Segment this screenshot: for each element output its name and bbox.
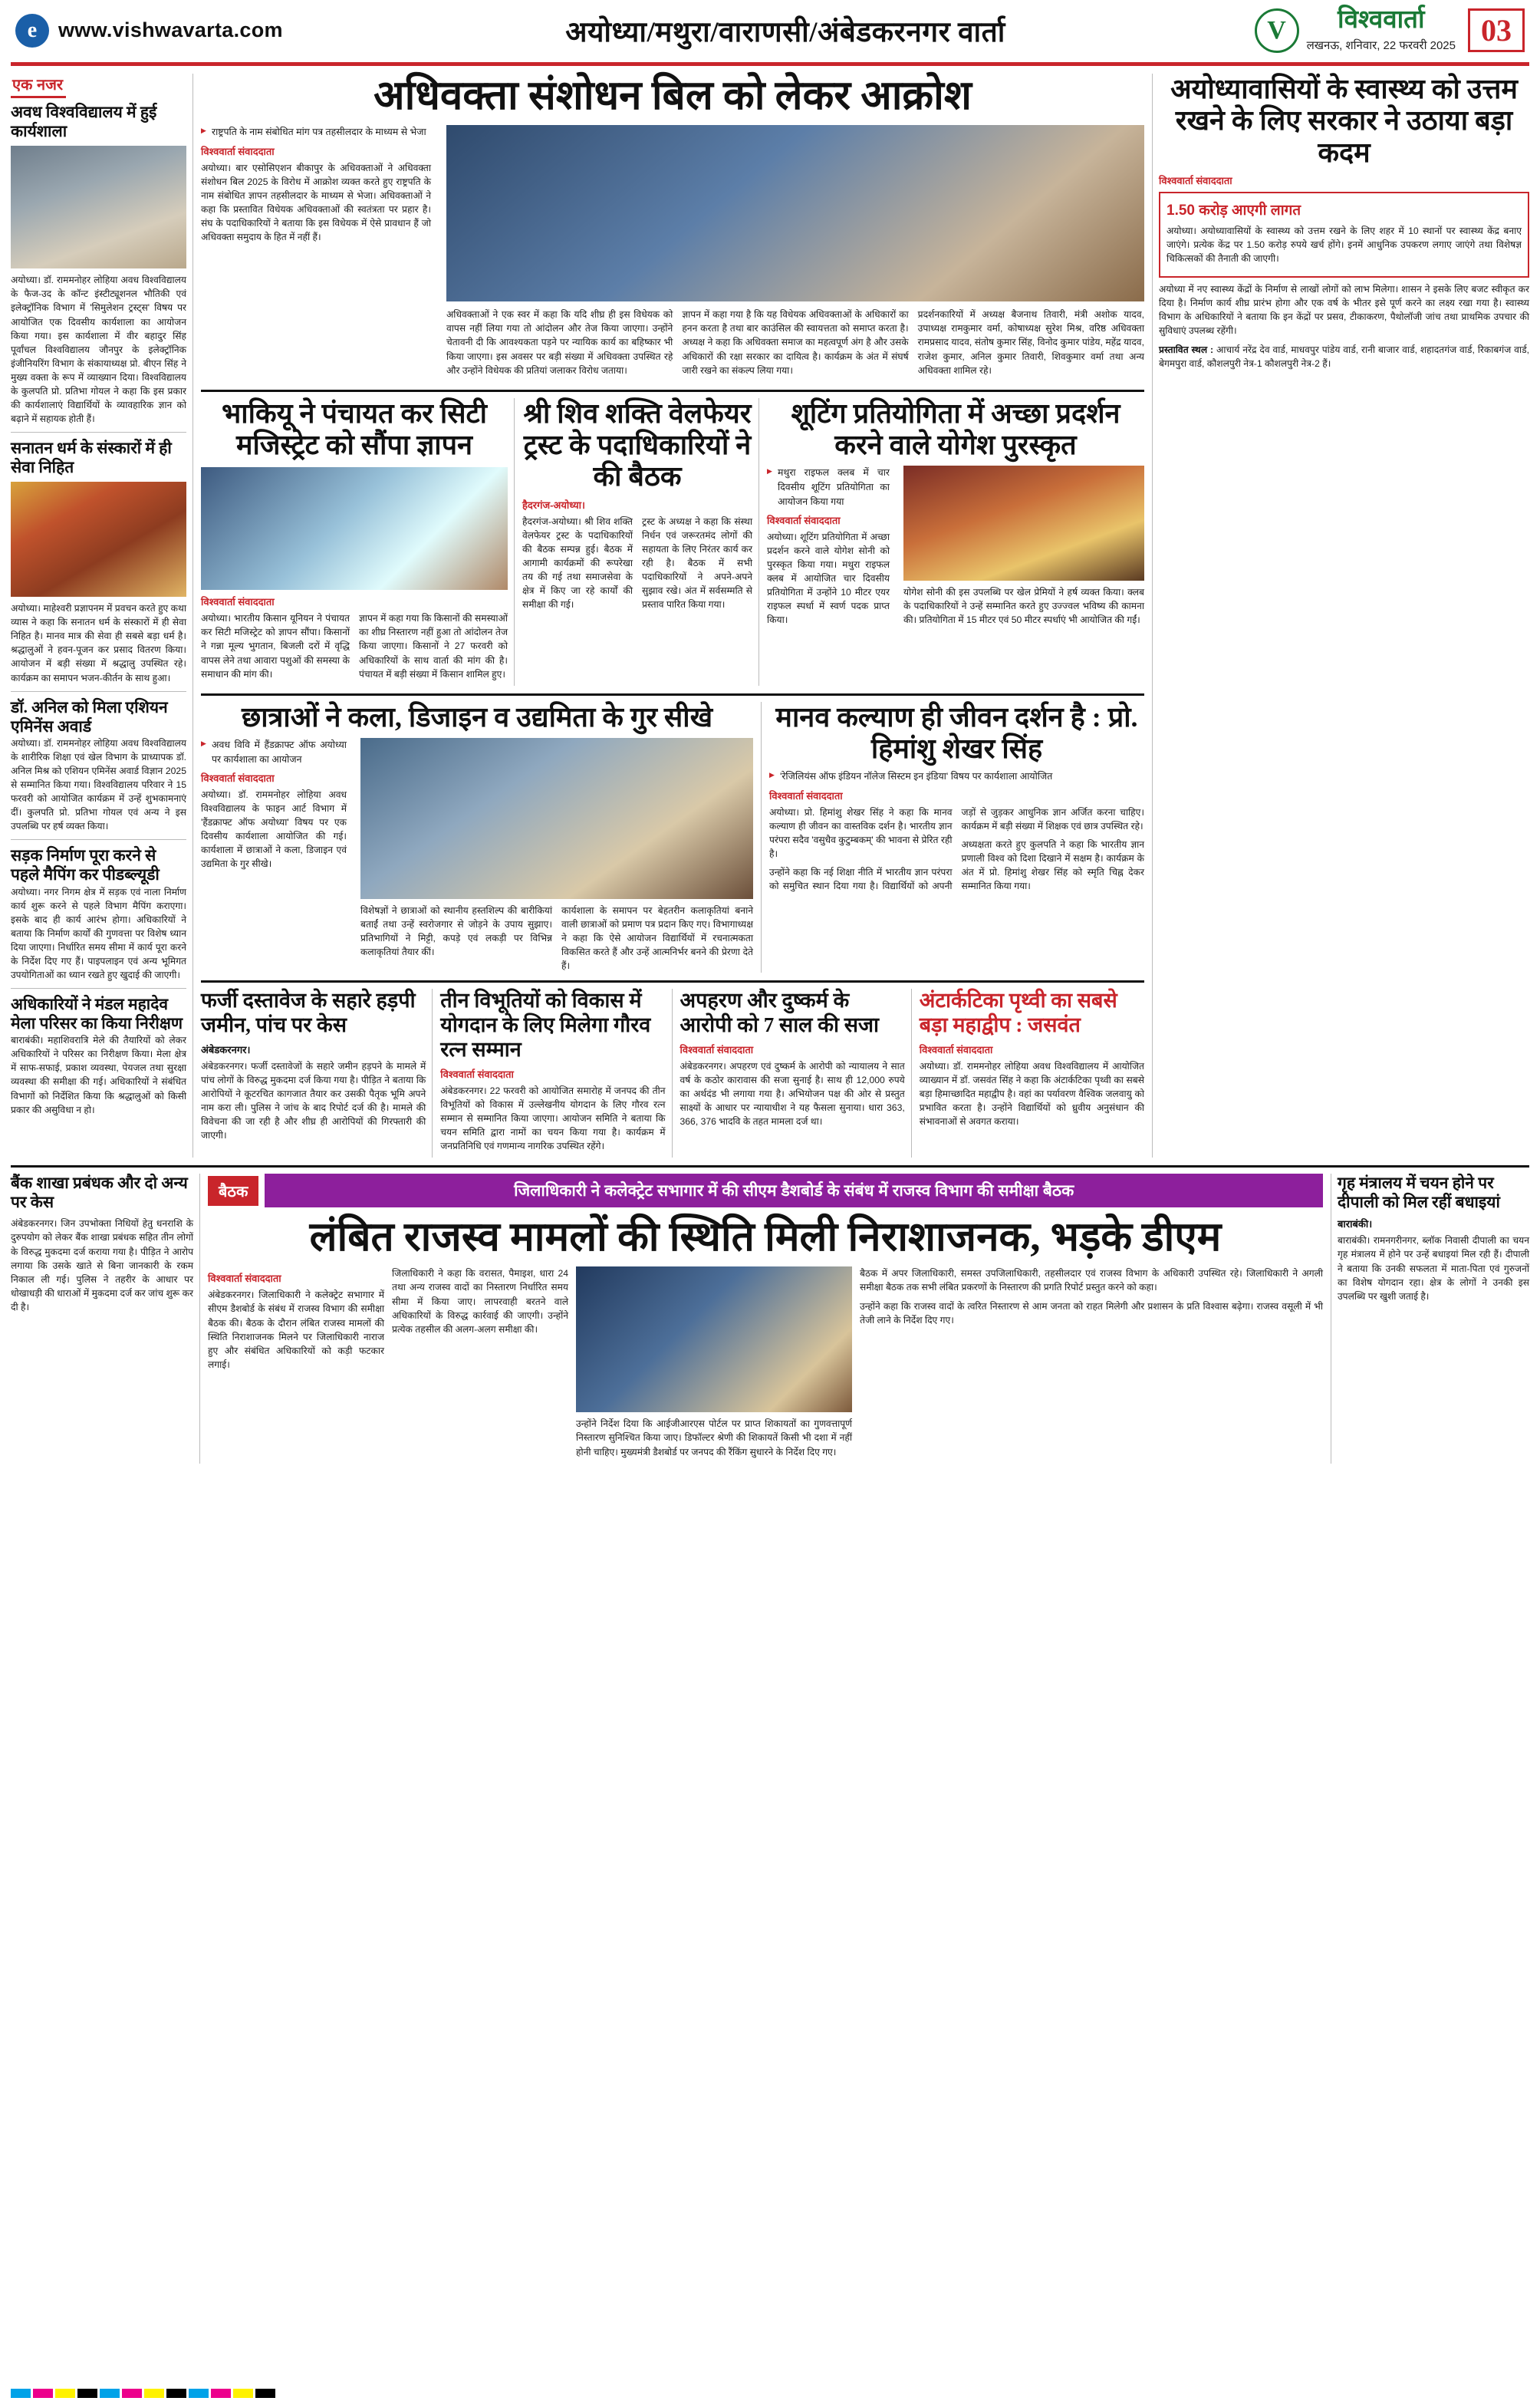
article-mela — [11, 995, 186, 1117]
lead-bullet: ▶ राष्ट्रपति के नाम संबोधित मांग पत्र तहसीलदार के माध्यम से भेजा — [201, 125, 431, 140]
story-bullet: ▶ 'रेजिलियंस ऑफ इंडियन नॉलेज सिस्टम इन इंडिया' विषय पर कार्यशाला आयोजित — [769, 769, 1144, 784]
page-number: 03 — [1468, 8, 1525, 52]
article-text: बाराबंकी। महाशिवरात्रि मेले की तैयारियों को लेकर अधिकारियों ने परिसर का निरीक्षण किया। मेला क्षेत्र में साफ-सफाई, प्रकाश व्यवस्था, पेयजल तथा सुरक्षा व्यवस्था की समीक्षा की गई। अधिकारियों ने संबंधित विभागों को निर्देशित किया कि श्रद्धालुओं को किसी प्रकार की असुविधा न हो। — [11, 1035, 186, 1115]
story-text-3: कार्यशाला के समापन पर बेहतरीन कलाकृतियां बनाने वाली छात्राओं को प्रमाण पत्र प्रदान किए गए। विभागाध्यक्ष ने कहा कि ऐसे आयोजन विद्यार्थियों में रचनात्मकता विकसित करते हैं और उन्हें आत्मनिर्भर बनने की प्रेरणा देते हैं। — [561, 905, 753, 972]
byline: विश्ववार्ता संवाददाता — [201, 596, 275, 608]
masthead-left — [15, 14, 376, 48]
brief-text: अंबेडकरनगर। जिन उपभोक्ता निधियों हेतु धनराशि के दुरुपयोग को लेकर बैंक शाखा प्रबंधक सहित तीन लोगों के विरुद्ध मुकदमा दर्ज कराया गया है। पीड़ित ने आरोप लगाया कि उसके खाते से बिना जानकारी के रकम निकाल ली गई। पुलिस ने तहरीर के आधार पर धोखाधड़ी की धाराओं में मुकदमा दर्ज कर जांच शुरू कर दी है। — [11, 1218, 193, 1312]
headline: सड़क निर्माण पूरा करने से पहले मैपिंग कर पीडब्ल्यूडी — [11, 846, 160, 884]
lead-text-1: अयोध्या। बार एसोसिएशन बीकापुर के अधिवक्ताओं ने अधिवक्ता संशोधन बिल 2025 के विरोध में आक्रोश व्यक्त करते हुए राष्ट्रपति के नाम संबोधित ज्ञापन तहसीलदार के माध्यम से भेजा। अधिवक्ताओं ने कहा कि प्रस्तावित विधेयक अधिवक्ताओं की स्वतंत्रता पर प्रहार है। संघ के पदाधिकारियों ने बताया कि इस विधेयक में ऐसे प्रावधान हैं जो अधिवक्ता समुदाय के हित में नहीं हैं। — [201, 162, 431, 243]
left-column-kicker: एक नजर — [11, 74, 66, 98]
byline: हैदरगंज-अयोध्या। — [522, 499, 585, 511]
right-lead-headline: अयोध्यावासियों के स्वास्थ्य को उत्तम रखने के लिए सरकार ने उठाया बड़ा कदम — [1170, 74, 1518, 168]
story-text-2: उन्होंने कहा कि नई शिक्षा नीति में भारतीय ज्ञान परंपरा को समुचित स्थान दिया गया है। विद्यार्थियों को अपनी जड़ों से जुड़कर आधुनिक ज्ञान अर्जित करना चाहिए। कार्यक्रम में बड़ी संख्या में शिक्षक एवं छात्र उपस्थित रहे। — [769, 807, 1144, 892]
headline: अपहरण और दुष्कर्म के आरोपी को 7 साल की सजा — [680, 989, 879, 1037]
bottom-text-3: उन्होंने निर्देश दिया कि आईजीआरएस पोर्टल पर प्राप्त शिकायतों का गुणवत्तापूर्ण निस्तारण सुनिश्चित किया जाए। डिफॉल्टर श्रेणी की शिकायतें किसी भी दशा में नहीं होनी चाहिए। मुख्यमंत्री डैशबोर्ड पर जनपद की रैंकिंग सुधारने के निर्देश दिए गए। — [576, 1418, 852, 1457]
brief-text: अयोध्या। डॉ. राममनोहर लोहिया अवध विश्वविद्यालय में आयोजित व्याख्यान में डॉ. जसवंत सिंह ने कहा कि अंटार्कटिका पृथ्वी का सबसे बड़ा हिमाच्छादित महाद्वीप है। वहां का पर्यावरण वैश्विक जलवायु को प्रभावित करता है। उन्होंने विद्यार्थियों को ध्रुवीय अनुसंधान की संभावनाओं से अवगत कराया। — [919, 1060, 1144, 1128]
byline: विश्ववार्ता संवाददाता — [769, 790, 843, 802]
dm-meeting-photo — [576, 1266, 852, 1412]
story-text-1: हैदरगंज-अयोध्या। श्री शिव शक्ति वेलफेयर ट्रस्ट के पदाधिकारियों की बैठक सम्पन्न हुई। बैठक में आगामी कार्यक्रमों की रूपरेखा तय की गई तथा समाजसेवा के क्षेत्र में किए जा रहे कार्यों की समीक्षा की गई। — [522, 515, 633, 611]
brand — [1255, 8, 1456, 53]
byline: विश्ववार्ता संवाददाता — [680, 1043, 754, 1056]
brand-name: विश्ववार्ता — [1338, 6, 1425, 34]
bottom-section — [11, 1165, 1529, 1464]
bottom-headline: लंबित राजस्व मामलों की स्थिति मिली निराशाजनक, भड़के डीएम — [309, 1215, 1222, 1260]
bottom-text-5: उन्होंने कहा कि राजस्व वादों के त्वरित निस्तारण से आम जनता को राहत मिलेगी और प्रशासन के प्रति विश्वास बढ़ेगा। राजस्व वसूली में भी तेजी लाने के निर्देश दिए गए। — [860, 1300, 1323, 1326]
headline: तीन विभूतियों को विकास में योगदान के लिए मिलेगा गौरव रत्न सम्मान — [440, 989, 651, 1061]
brief-text: अंबेडकरनगर। अपहरण एवं दुष्कर्म के आरोपी को न्यायालय ने सात वर्ष के कठोर कारावास की सजा सुनाई है। साथ ही 12,000 रुपये का अर्थदंड भी लगाया गया है। अभियोजन पक्ष की ओर से प्रस्तुत साक्ष्यों के आधार पर न्यायाधीश ने यह फैसला सुनाया। धारा 363, 366, 376 भादवि के तहत मामला दर्ज था। — [680, 1060, 905, 1128]
location-text: आचार्य नरेंद्र देव वार्ड, माधवपुर पांडेय वार्ड, रानी बाजार वार्ड, शहादतगंज वार्ड, रिकाबगंज वार्ड, बेगमपुरा वार्ड, कौशलपुरी नेत्र-1 कौशलपुरी नेत्र-2 हैं। — [1159, 344, 1529, 369]
story-text-1: अयोध्या। शूटिंग प्रतियोगिता में अच्छा प्रदर्शन करने वाले योगेश सोनी को पुरस्कृत किया गया। मथुरा राइफल क्लब में आयोजित चार दिवसीय प्रतियोगिता में उन्होंने 10 मीटर एयर राइफल स्पर्धा में स्वर्ण पदक प्राप्त किया। — [767, 532, 890, 626]
headline: अंटार्कटिका पृथ्वी का सबसे बड़ा महाद्वीप : जसवंत — [919, 989, 1117, 1037]
article-text: अयोध्या। नगर निगम क्षेत्र में सड़क एवं नाला निर्माण कार्य शुरू करने से पहले विभाग मैपिंग कराएगा। इसके बाद ही कार्य आरंभ होगा। अधिकारियों ने बताया कि निर्माण कार्यों की गुणवत्ता पर विशेष ध्यान दिया जाएगा। निर्धारित समय सीमा में कार्य पूरा करने के निर्देश दिए गए हैं। पाइपलाइन एवं अन्य भूमिगत उपयोगिताओं का ध्यान रखते हुए खुदाई की जाएगी। — [11, 886, 186, 980]
headline: फर्जी दस्तावेज के सहारे हड़पी जमीन, पांच पर केस — [201, 989, 416, 1037]
bottom-text-4: बैठक में अपर जिलाधिकारी, समस्त उपजिलाधिकारी, तहसीलदार एवं राजस्व विभाग के अधिकारी उपस्थित रहे। जिलाधिकारी ने अगली समीक्षा बैठक तक सभी लंबित प्रकरणों के निस्तारण की प्रगति रिपोर्ट प्रस्तुत करने को कहा। — [860, 1268, 1323, 1293]
edition-line: अयोध्या/मथुरा/वाराणसी/अंबेडकरनगर वार्ता — [565, 17, 1005, 48]
story-bhakiyu — [201, 398, 515, 686]
story-text-2: योगेश सोनी की इस उपलब्धि पर खेल प्रेमियों ने हर्ष व्यक्त किया। क्लब के पदाधिकारियों ने उन्हें सम्मानित करते हुए उज्ज्वल भविष्य की कामना की। प्रतियोगिता में 15 मीटर एवं 50 मीटर स्पर्धाएं भी आयोजित की गईं। — [903, 587, 1144, 626]
cost-box — [1159, 192, 1529, 278]
shooting-award-photo — [903, 466, 1144, 581]
byline: विश्ववार्ता संवाददाता — [767, 515, 841, 527]
story-text-1: अयोध्या। भारतीय किसान यूनियन ने पंचायत कर सिटी मजिस्ट्रेट को ज्ञापन सौंपा। किसानों ने गन्ना मूल्य भुगतान, बिजली दरों में वृद्धि वापस लेने तथा आवारा पशुओं की समस्या के समाधान की मांग की। — [201, 613, 350, 680]
lead-headline: अधिवक्ता संशोधन बिल को लेकर आक्रोश — [373, 74, 972, 118]
headline: छात्राओं ने कला, डिजाइन व उद्यमिता के गुर सीखे — [241, 701, 713, 733]
brief-text: अंबेडकरनगर। फर्जी दस्तावेजों के सहारे जमीन हड़पने के मामले में पांच लोगों के विरुद्ध मुकदमा दर्ज किया गया है। पीड़ित ने बताया कि आरोपियों ने कूटरचित कागजात तैयार कर उसकी पैतृक भूमि अपने नाम करा ली। पुलिस ने जांच के बाद रिपोर्ट दर्ज की है। मामले की विवेचना की जा रही है और शीघ्र ही आरोपियों की गिरफ्तारी की जाएगी। — [201, 1060, 426, 1141]
article-text: अयोध्या। डॉ. राममनोहर लोहिया अवध विश्वविद्यालय के शारीरिक शिक्षा एवं खेल विभाग के प्राध्यापक डॉ. अनिल मिश्र को एशियन एमिनेंस अवार्ड विज्ञान 2025 से सम्मानित किया गया। विश्वविद्यालय परिवार ने 15 फरवरी को आयोजित कार्यक्रम में उन्हें शुभकामनाएं दीं। कुलपति प्रो. प्रतिभा गोयल एवं अन्य ने इस उपलब्धि पर हर्ष व्यक्त किया। — [11, 737, 186, 832]
lead-text-2: अधिवक्ताओं ने एक स्वर में कहा कि यदि शीघ्र ही इस विधेयक को वापस नहीं लिया गया तो आंदोलन और तेज किया जाएगा। उन्होंने चेतावनी दी कि आवश्यकता पड़ने पर न्यायिक कार्य का बहिष्कार भी किया जाएगा। इस अवसर पर बड़ी संख्या में अधिवक्ता उपस्थित रहे और उन्होंने विधेयक की प्रतियां जलाकर विरोध जताया। — [446, 309, 673, 376]
headline: डॉ. अनिल को मिला एशियन एमिनेंस अवार्ड — [11, 697, 168, 736]
story-text-3: अध्यक्षता करते हुए कुलपति ने कहा कि भारतीय ज्ञान प्रणाली विश्व को दिशा दिखाने में सक्षम है। कार्यक्रम के अंत में प्रो. हिमांशु शेखर सिंह को स्मृति चिह्न देकर सम्मानित किया गया। — [961, 839, 1144, 892]
farmers-panchayat-photo — [201, 467, 508, 590]
byline: विश्ववार्ता संवाददाता — [440, 1068, 514, 1080]
brief-text: बाराबंकी। रामनगरीनगर, ब्लॉक निवासी दीपाली का चयन गृह मंत्रालय में होने पर उन्हें बधाइयां मिल रही हैं। दीपाली ने बताया कि उनकी सफलता में माता-पिता एवं गुरुजनों का विशेष योगदान रहा। क्षेत्र के लोगों ने उनकी इस उपलब्धि पर खुशी जताई है। — [1338, 1235, 1529, 1302]
story-bullet: ▶ मथुरा राइफल क्लब में चार दिवसीय शूटिंग प्रतियोगिता का आयोजन किया गया — [767, 466, 890, 509]
row-4 — [201, 989, 1144, 1158]
byline: विश्ववार्ता संवाददाता — [1159, 175, 1232, 187]
lawyers-protest-photo — [446, 125, 1144, 301]
figure — [11, 146, 186, 268]
headline: मानव कल्याण ही जीवन दर्शन है : प्रो. हिमांशु शेखर सिंह — [775, 701, 1138, 764]
page-grid — [11, 74, 1529, 1158]
story-text-2: विशेषज्ञों ने छात्राओं को स्थानीय हस्तशिल्प की बारीकियां बताईं तथा उन्हें स्वरोजगार से जोड़ने के उपाय सुझाए। प्रतिभागियों ने मिट्टी, कपड़े एवं लकड़ी पर विभिन्न कलाकृतियां तैयार कीं। — [360, 905, 552, 958]
headline: बैंक शाखा प्रबंधक और दो अन्य पर केस — [11, 1174, 188, 1212]
article-road — [11, 846, 186, 982]
story-manav-kalyan — [769, 702, 1144, 973]
headline: गृह मंत्रालय में चयन होने पर दीपाली को मिल रहीं बधाइयां — [1338, 1174, 1500, 1212]
story-trust — [522, 398, 759, 686]
headline: श्री शिव शक्ति वेलफेयर ट्रस्ट के पदाधिकारियों ने की बैठक — [523, 397, 752, 492]
brief-gaurav-ratna — [440, 989, 672, 1158]
byline: अंबेडकरनगर। — [201, 1043, 251, 1056]
center-column — [201, 74, 1144, 1158]
brief-sentence — [680, 989, 912, 1158]
headline: भाकियू ने पंचायत कर सिटी मजिस्ट्रेट को सौंपा ज्ञापन — [222, 397, 487, 460]
row-2 — [201, 398, 1144, 686]
cost-box-title: 1.50 करोड़ आएगी लागत — [1167, 203, 1301, 219]
brief-land-fraud — [201, 989, 433, 1158]
headline: शूटिंग प्रतियोगिता में अच्छा प्रदर्शन करने वाले योगेश पुरस्कृत — [791, 397, 1120, 460]
students-craft-workshop-photo — [360, 738, 753, 899]
article-award — [11, 698, 186, 834]
lead-text-4: प्रदर्शनकारियों में अध्यक्ष बैजनाथ तिवारी, मंत्री अशोक यादव, उपाध्यक्ष रामकुमार वर्मा, कोषाध्यक्ष सुरेश मिश्र, वरिष्ठ अधिवक्ता रामप्रसाद यादव, संतोष कुमार सिंह, विनोद कुमार पांडेय, महेंद्र यादव, राजेश कुमार, अनिल कुमार तिवारी, शिवकुमार वर्मा तथा अन्य अधिवक्ता शामिल रहे। — [917, 309, 1144, 376]
byline: बाराबंकी। — [1338, 1218, 1373, 1230]
bottom-text-1: अंबेडकरनगर। जिलाधिकारी ने कलेक्ट्रेट सभागार में सीएम डैशबोर्ड के संबंध में राजस्व विभाग की समीक्षा बैठक की। बैठक के दौरान लंबित राजस्व मामलों की स्थिति निराशाजनक मिलने पर जिलाधिकारी नाराज हुए और संबंधित अधिकारियों को कड़ी फटकार लगाई। — [208, 1289, 384, 1370]
left-column — [11, 74, 193, 1158]
cost-box-text: अयोध्या। अयोध्यावासियों के स्वास्थ्य को उत्तम रखने के लिए शहर में 10 स्थानों पर स्वास्थ्य केंद्र बनाए जाएंगे। प्रत्येक केंद्र पर 1.50 करोड़ रुपये खर्च होंगे। इनमें आधुनिक उपकरण लगाए जाएंगे तथा विशेषज्ञ चिकित्सकों की तैनाती की जाएगी। — [1167, 226, 1522, 265]
site-url[interactable]: www.vishwavarta.com — [58, 18, 283, 41]
headline: सनातन धर्म के संस्कारों में ही सेवा निहित — [11, 438, 172, 477]
article-text: अयोध्या। माहेश्वरी प्रज्ञापनम में प्रवचन करते हुए कथा व्यास ने कहा कि सनातन धर्म के संस्कारों में ही सेवा निहित है। मानव मात्र की सेवा ही सबसे बड़ा धर्म है। श्रद्धालुओं ने हवन-पूजन कर प्रसाद वितरण किया। आयोजन में बड़ी संख्या में श्रद्धालु उपस्थित रहे। कार्यक्रम का समापन भजन-कीर्तन के साथ हुआ। — [11, 603, 186, 683]
edition-date: लखनऊ, शनिवार, 22 फरवरी 2025 — [1306, 39, 1456, 52]
story-shooting — [767, 398, 1144, 686]
bottom-right-brief — [1331, 1174, 1529, 1464]
brief-antarctica — [920, 989, 1144, 1158]
brand-logo-icon: V — [1255, 8, 1299, 53]
headline: अधिकारियों ने मंडल महादेव मेला परिसर का किया निरीक्षण — [11, 994, 183, 1033]
byline: विश्ववार्ता संवाददाता — [201, 145, 275, 157]
bottom-left-brief — [11, 1174, 200, 1464]
masthead — [11, 0, 1529, 66]
article-workshop — [11, 103, 186, 426]
row-3 — [201, 702, 1144, 973]
byline: विश्ववार्ता संवाददाता — [919, 1043, 993, 1056]
right-column — [1152, 74, 1529, 1158]
right-lead-location — [1159, 343, 1529, 371]
right-lead-text: अयोध्या में नए स्वास्थ्य केंद्रों के निर्माण से लाखों लोगों को लाभ मिलेगा। शासन ने इसके लिए बजट स्वीकृत कर दिया है। निर्माण कार्य शीघ्र प्रारंभ होगा और एक वर्ष के भीतर इसे पूर्ण करने का लक्ष्य रखा गया है। स्वास्थ्य विभाग के अधिकारियों ने बताया कि इन केंद्रों पर प्रसव, टीकाकरण, पैथोलॉजी जांच तथा प्राथमिक उपचार की सुविधाएं उपलब्ध रहेंगी। — [1159, 284, 1529, 337]
meeting-banner: जिलाधिकारी ने कलेक्ट्रेट सभागार में की सीएम डैशबोर्ड के संबंध में राजस्व विभाग की समीक्षा बैठक — [265, 1174, 1323, 1207]
byline: विश्ववार्ता संवाददाता — [201, 772, 275, 785]
lead-story — [201, 74, 1144, 382]
headline: अवध विश्वविद्यालय में हुई कार्यशाला — [11, 103, 157, 141]
cmyk-registration-bar — [11, 2389, 275, 2398]
site-logo-icon: e — [15, 14, 49, 48]
masthead-right — [1195, 8, 1525, 53]
article-sanatan — [11, 439, 186, 685]
story-students — [201, 702, 762, 973]
story-text-1: अयोध्या। डॉ. राममनोहर लोहिया अवध विश्वविद्यालय के फाइन आर्ट विभाग में 'हैंडक्राफ्ट ऑफ अयोध्या' विषय पर एक दिवसीय कार्यशाला आयोजित की गई। कार्यशाला में छात्राओं ने कला, डिजाइन एवं उद्यमिता के गुर सीखे। — [201, 789, 347, 870]
bottom-text-2: जिलाधिकारी ने कहा कि वरासत, पैमाइश, धारा 24 तथा अन्य राजस्व वादों का निस्तारण निर्धारित समय सीमा में किया जाए। लापरवाही बरतने वाले अधिकारियों के विरुद्ध कार्रवाई की जाएगी। उन्होंने प्रत्येक तहसील की अलग-अलग समीक्षा की। — [392, 1268, 568, 1335]
location-label: प्रस्तावित स्थल : — [1159, 344, 1214, 355]
story-bullet: ▶ अवध विवि में हैंडक्राफ्ट ऑफ अयोध्या पर कार्यशाला का आयोजन — [201, 738, 347, 766]
story-text-2: ज्ञापन में कहा गया कि किसानों की समस्याओं का शीघ्र निस्तारण नहीं हुआ तो आंदोलन तेज किया जाएगा। किसानों ने 27 फरवरी को अधिकारियों के साथ वार्ता की मांग की है। पंचायत में बड़ी संख्या में किसान शामिल हुए। — [359, 613, 508, 680]
edition-line-wrap — [376, 11, 1195, 50]
temple-ritual-photo — [11, 482, 186, 597]
brief-text: अंबेडकरनगर। 22 फरवरी को आयोजित समारोह में जनपद की तीन विभूतियों को विकास में उल्लेखनीय योगदान के लिए गौरव रत्न सम्मान से सम्मानित किया जाएगा। आयोजन समिति ने बताया कि चयन समिति द्वारा नामों का चयन किया गया है। कार्यक्रम में जनप्रतिनिधि एवं गणमान्य नागरिक उपस्थित रहेंगे। — [440, 1085, 666, 1151]
workshop-photo — [11, 146, 186, 268]
meeting-badge: बैठक — [208, 1176, 258, 1206]
story-text-2: ट्रस्ट के अध्यक्ष ने कहा कि संस्था निर्धन एवं जरूरतमंद लोगों की सहायता के लिए निरंतर कार्य कर रही है। बैठक में सभी पदाधिकारियों ने अपने-अपने सुझाव रखे। अंत में सर्वसम्मति से प्रस्ताव पारित किया गया। — [642, 515, 752, 611]
story-text-1: अयोध्या। प्रो. हिमांशु शेखर सिंह ने कहा कि मानव कल्याण ही जीवन का वास्तविक दर्शन है। भारतीय ज्ञान परंपरा सदैव 'वसुधैव कुटुम्बकम्' की भावना से प्रेरित रही है। — [769, 807, 953, 860]
article-text: अयोध्या। डॉ. राममनोहर लोहिया अवध विश्वविद्यालय के फैज-उद के कॉन्ट इंस्टीट्यूशनल भौतिकी एवं इलेक्ट्रॉनिक विभाग में 'सिमुलेशन ट्रस्ट्स' विषय पर आयोजित एक दिवसीय कार्यशाला का आयोजन किया गया। इस कार्यशाला में वीर बहादुर सिंह पूर्वांचल विश्वविद्यालय जौनपुर के इलेक्ट्रॉनिक इंजीनियरिंग विभाग के संकायाध्यक्ष प्रो. बीएन सिंह ने मुख्य वक्ता के रूप में व्याख्यान दिया। विश्वविद्यालय के कुलपति प्रो. प्रतिभा गोयल ने कहा कि इस प्रकार की कार्यशालाएं विद्यार्थियों के व्यावहारिक ज्ञान को बढ़ाने में सहायक होती हैं। — [11, 275, 186, 424]
byline: विश्ववार्ता संवाददाता — [208, 1273, 281, 1285]
figure — [11, 482, 186, 597]
lead-text-3: ज्ञापन में कहा गया है कि यह विधेयक अधिवक्ताओं के अधिकारों का हनन करता है तथा बार काउंसिल की स्वायत्तता को समाप्त करता है। अध्यक्ष ने कहा कि अधिवक्ता समाज का महत्वपूर्ण अंग है और उसके अधिकारों की रक्षा सरकार का दायित्व है। कार्यक्रम के अंत में संघर्ष जारी रखने का संकल्प लिया गया। — [682, 309, 909, 376]
